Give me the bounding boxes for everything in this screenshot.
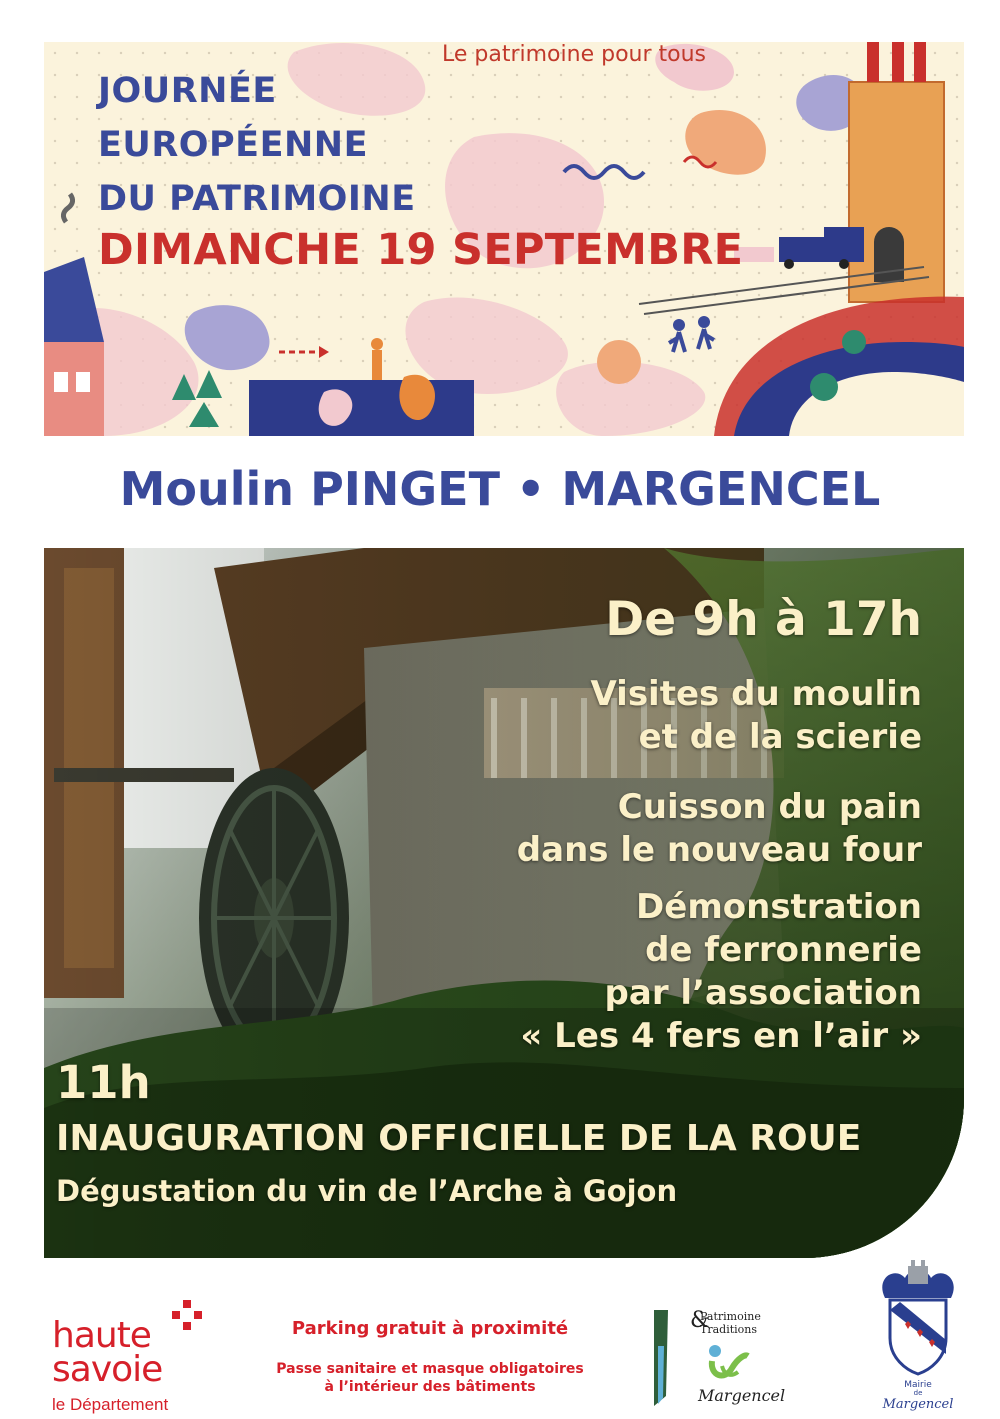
event-title-line: DU PATRIMOINE xyxy=(98,179,416,219)
event-banner xyxy=(44,42,964,436)
mill-photo-panel xyxy=(44,548,964,1258)
ampersand-icon: & xyxy=(690,1308,710,1333)
department-label: le Département xyxy=(52,1395,169,1414)
event-title-line: EUROPÉENNE xyxy=(98,125,368,165)
opening-hours: De 9h à 17h xyxy=(605,592,922,647)
venue-heading: Moulin PINGET • MARGENCEL xyxy=(119,462,881,516)
activity-ironwork-demo xyxy=(520,886,922,1058)
tagline: Le patrimoine pour tous xyxy=(442,42,706,67)
haute-savoie-logo xyxy=(52,1300,212,1414)
health-notice xyxy=(230,1360,630,1396)
activity-line: Visites du moulin xyxy=(590,674,922,714)
wine-tasting: Dégustation du vin de l’Arche à Gojon xyxy=(56,1174,678,1208)
mairie-logo xyxy=(875,1258,965,1418)
activity-line: par l’association xyxy=(604,973,922,1013)
haute-savoie-word: haute xyxy=(52,1315,151,1356)
patrimoine-place: Margencel xyxy=(698,1386,786,1405)
savoie-cross-icon xyxy=(172,1300,202,1330)
inauguration-time: 11h xyxy=(56,1056,151,1109)
activity-line: « Les 4 fers en l’air » xyxy=(520,1016,922,1056)
activity-mill-visit xyxy=(590,673,922,759)
inauguration-title: INAUGURATION OFFICIELLE DE LA ROUE xyxy=(56,1118,862,1159)
activity-line: Démonstration xyxy=(636,887,922,927)
patrimoine-name-line: Traditions xyxy=(700,1323,758,1336)
coat-of-arms-icon xyxy=(875,1258,961,1378)
patrimoine-name-line: Patrimoine xyxy=(700,1310,761,1323)
parking-notice: Parking gratuit à proximité xyxy=(291,1318,569,1339)
activity-line: et de la scierie xyxy=(638,717,922,757)
health-notice-line: Passe sanitaire et masque obligatoires xyxy=(276,1361,584,1377)
mairie-label: Margencel xyxy=(882,1397,954,1412)
activity-line: Cuisson du pain xyxy=(617,787,922,827)
event-title xyxy=(98,64,416,226)
activity-bread-baking xyxy=(517,786,922,872)
activity-line: de ferronnerie xyxy=(645,930,922,970)
haute-savoie-word: savoie xyxy=(52,1349,163,1390)
health-notice-line: à l’intérieur des bâtiments xyxy=(324,1379,536,1395)
activity-line: dans le nouveau four xyxy=(516,830,922,870)
patrimoine-traditions-logo xyxy=(650,1306,786,1414)
event-date: DIMANCHE 19 SEPTEMBRE xyxy=(98,225,744,275)
footer xyxy=(0,1270,1000,1419)
event-title-line: JOURNÉE xyxy=(98,71,277,111)
mairie-label: de xyxy=(913,1389,923,1397)
mairie-label: Mairie xyxy=(904,1380,932,1390)
patrimoine-name xyxy=(700,1310,761,1336)
